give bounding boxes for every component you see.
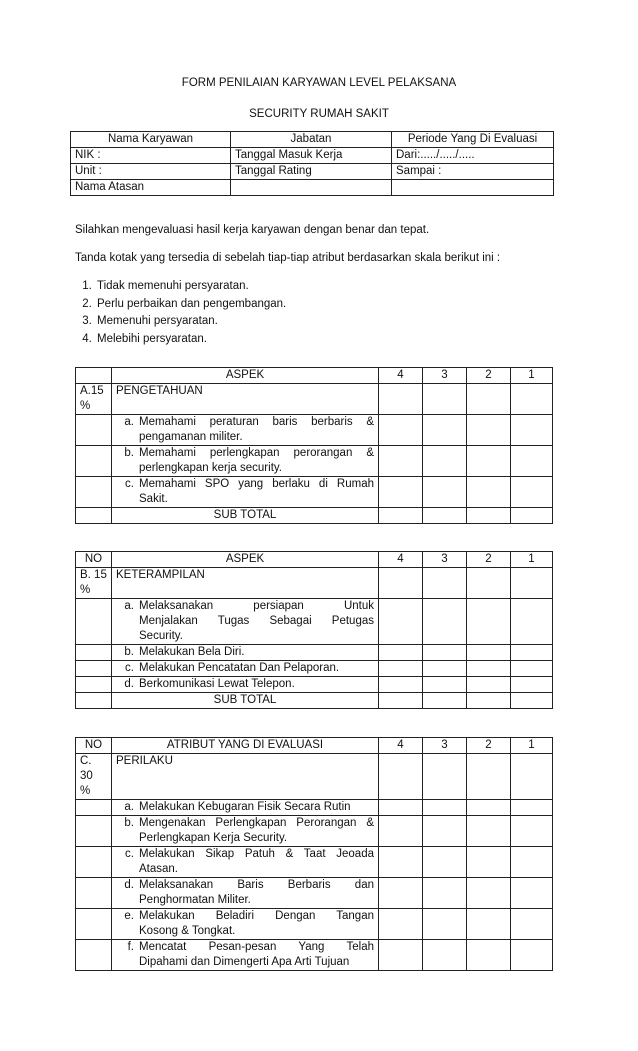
score-cell[interactable] [511,415,553,446]
info-cell [392,180,554,196]
score-cell[interactable] [423,816,467,847]
score-cell[interactable] [423,661,467,677]
info-cell: NIK : [71,148,231,164]
aspect-header: ASPEK [112,552,379,568]
aspect-item: a. Memahami peraturan baris berbaris & pengamanan militer. [112,415,379,446]
score-cell[interactable] [511,677,553,693]
score-cell[interactable] [467,754,511,800]
score-cell[interactable] [379,940,423,971]
section-c-table [75,737,553,971]
score-cell[interactable] [511,645,553,661]
score-cell[interactable] [511,940,553,971]
info-cell: Sampai : [392,164,554,180]
score-cell[interactable] [423,878,467,909]
no-header: NO [76,552,112,568]
section-name: PENGETAHUAN [112,384,379,415]
score-header: 2 [467,738,511,754]
score-cell[interactable] [467,878,511,909]
aspect-item: b. Mengenakan Perlengkapan Perorangan & Perlengkapan Kerja Security. [112,816,379,847]
score-cell[interactable] [379,693,423,709]
score-header: 2 [467,552,511,568]
info-cell [231,180,392,196]
score-header: 1 [511,738,553,754]
score-header: 3 [423,368,467,384]
score-cell[interactable] [467,599,511,645]
section-b-table [75,551,553,709]
employee-info-table [70,131,554,196]
score-cell[interactable] [423,693,467,709]
aspect-item: b. Melakukan Bela Diri. [112,645,379,661]
score-cell[interactable] [467,800,511,816]
score-cell[interactable] [423,446,467,477]
section-name: KETERAMPILAN [112,568,379,599]
score-cell[interactable] [379,754,423,800]
score-cell[interactable] [423,415,467,446]
score-header: 1 [511,368,553,384]
scale-item: 1. Tidak memenuhi persyaratan. [95,278,286,296]
scale-item: 3. Memenuhi persyaratan. [95,313,286,331]
info-cell: Nama Atasan [71,180,231,196]
info-cell: Periode Yang Di Evaluasi [392,132,554,148]
section-name: PERILAKU [112,754,379,800]
score-cell[interactable] [379,446,423,477]
score-cell[interactable] [511,661,553,677]
aspect-item: d. Berkomunikasi Lewat Telepon. [112,677,379,693]
score-header: 3 [423,738,467,754]
score-cell[interactable] [467,940,511,971]
score-header: 4 [379,738,423,754]
score-cell[interactable] [467,446,511,477]
form-subtitle: SECURITY RUMAH SAKIT [249,108,389,120]
score-cell[interactable] [467,693,511,709]
score-cell[interactable] [423,847,467,878]
subtotal-label: SUB TOTAL [112,693,379,709]
subtotal-label: SUB TOTAL [112,508,379,524]
score-cell[interactable] [423,940,467,971]
score-cell[interactable] [467,661,511,677]
score-cell[interactable] [379,909,423,940]
info-cell: Dari:...../...../..... [392,148,554,164]
score-cell[interactable] [379,384,423,415]
score-cell[interactable] [467,677,511,693]
aspect-item: c. Melakukan Pencatatan Dan Pelaporan. [112,661,379,677]
score-cell[interactable] [467,477,511,508]
score-cell[interactable] [423,508,467,524]
score-cell[interactable] [423,599,467,645]
info-cell: Unit : [71,164,231,180]
score-cell[interactable] [379,415,423,446]
score-cell[interactable] [423,645,467,661]
aspect-item: c. Melakukan Sikap Patuh & Taat Jeoada Atasan. [112,847,379,878]
score-cell[interactable] [379,677,423,693]
score-cell[interactable] [511,909,553,940]
score-cell[interactable] [423,477,467,508]
score-header: 3 [423,552,467,568]
form-title: FORM PENILAIAN KARYAWAN LEVEL PELAKSANA [181,77,457,89]
score-header: 4 [379,368,423,384]
aspect-item: c. Memahami SPO yang berlaku di Rumah Sakit. [112,477,379,508]
score-cell[interactable] [423,754,467,800]
section-code: A.15 % [76,384,112,415]
info-cell: Tanggal Masuk Kerja [231,148,392,164]
no-header: NO [76,738,112,754]
score-cell[interactable] [511,847,553,878]
aspect-header: ASPEK [112,368,379,384]
score-cell[interactable] [467,645,511,661]
score-cell[interactable] [511,508,553,524]
score-cell[interactable] [379,477,423,508]
aspect-item: a. Melaksanakan persiapan Untuk Menjalakan Tugas Sebagai Petugas Security. [112,599,379,645]
info-cell: Jabatan [231,132,392,148]
score-cell[interactable] [467,384,511,415]
section-a-table [75,367,553,524]
score-cell[interactable] [379,800,423,816]
score-cell[interactable] [379,599,423,645]
score-cell[interactable] [467,816,511,847]
score-header: 4 [379,552,423,568]
instruction-text: Silahkan mengevaluasi hasil kerja karyawan dengan benar dan tepat. [75,224,430,236]
score-cell[interactable] [379,847,423,878]
score-cell[interactable] [511,800,553,816]
aspect-item: f. Mencatat Pesan-pesan Yang Telah Dipahami dan Dimengerti Apa Arti Tujuan [112,940,379,971]
section-code: B. 15 % [76,568,112,599]
score-cell[interactable] [423,800,467,816]
score-cell[interactable] [467,508,511,524]
aspect-item: e. Melakukan Beladiri Dengan Tangan Kosong & Tongkat. [112,909,379,940]
score-cell[interactable] [511,568,553,599]
score-cell[interactable] [423,677,467,693]
aspect-header: ATRIBUT YANG DI EVALUASI [112,738,379,754]
score-cell[interactable] [379,508,423,524]
score-cell[interactable] [423,384,467,415]
score-cell[interactable] [379,661,423,677]
score-header: 1 [511,552,553,568]
scale-item: 4. Melebihi persyaratan. [95,331,286,349]
score-cell[interactable] [511,477,553,508]
score-cell[interactable] [467,909,511,940]
score-header: 2 [467,368,511,384]
score-cell[interactable] [379,645,423,661]
score-cell[interactable] [379,568,423,599]
score-cell[interactable] [511,693,553,709]
instruction-text: Tanda kotak yang tersedia di sebelah tiap-tiap atribut berdasarkan skala berikut ini : [75,252,501,264]
score-cell[interactable] [379,816,423,847]
scale-item: 2. Perlu perbaikan dan pengembangan. [95,296,286,314]
score-cell[interactable] [423,909,467,940]
aspect-item: d. Melaksanakan Baris Berbaris dan Penghormatan Militer. [112,878,379,909]
aspect-item: b. Memahami perlengkapan perorangan & perlengkapan kerja security. [112,446,379,477]
info-cell: Nama Karyawan [71,132,231,148]
score-cell[interactable] [467,847,511,878]
score-cell[interactable] [467,415,511,446]
score-cell[interactable] [423,568,467,599]
score-cell[interactable] [511,754,553,800]
score-cell[interactable] [511,816,553,847]
info-cell: Tanggal Rating [231,164,392,180]
score-cell[interactable] [467,568,511,599]
section-code: C. 30 % [76,754,112,800]
score-cell[interactable] [511,599,553,645]
score-cell[interactable] [511,384,553,415]
rating-scale-list [75,278,286,348]
score-cell[interactable] [379,878,423,909]
aspect-item: a. Melakukan Kebugaran Fisik Secara Rutin [112,800,379,816]
score-cell[interactable] [511,878,553,909]
score-cell[interactable] [511,446,553,477]
no-header [76,368,112,384]
